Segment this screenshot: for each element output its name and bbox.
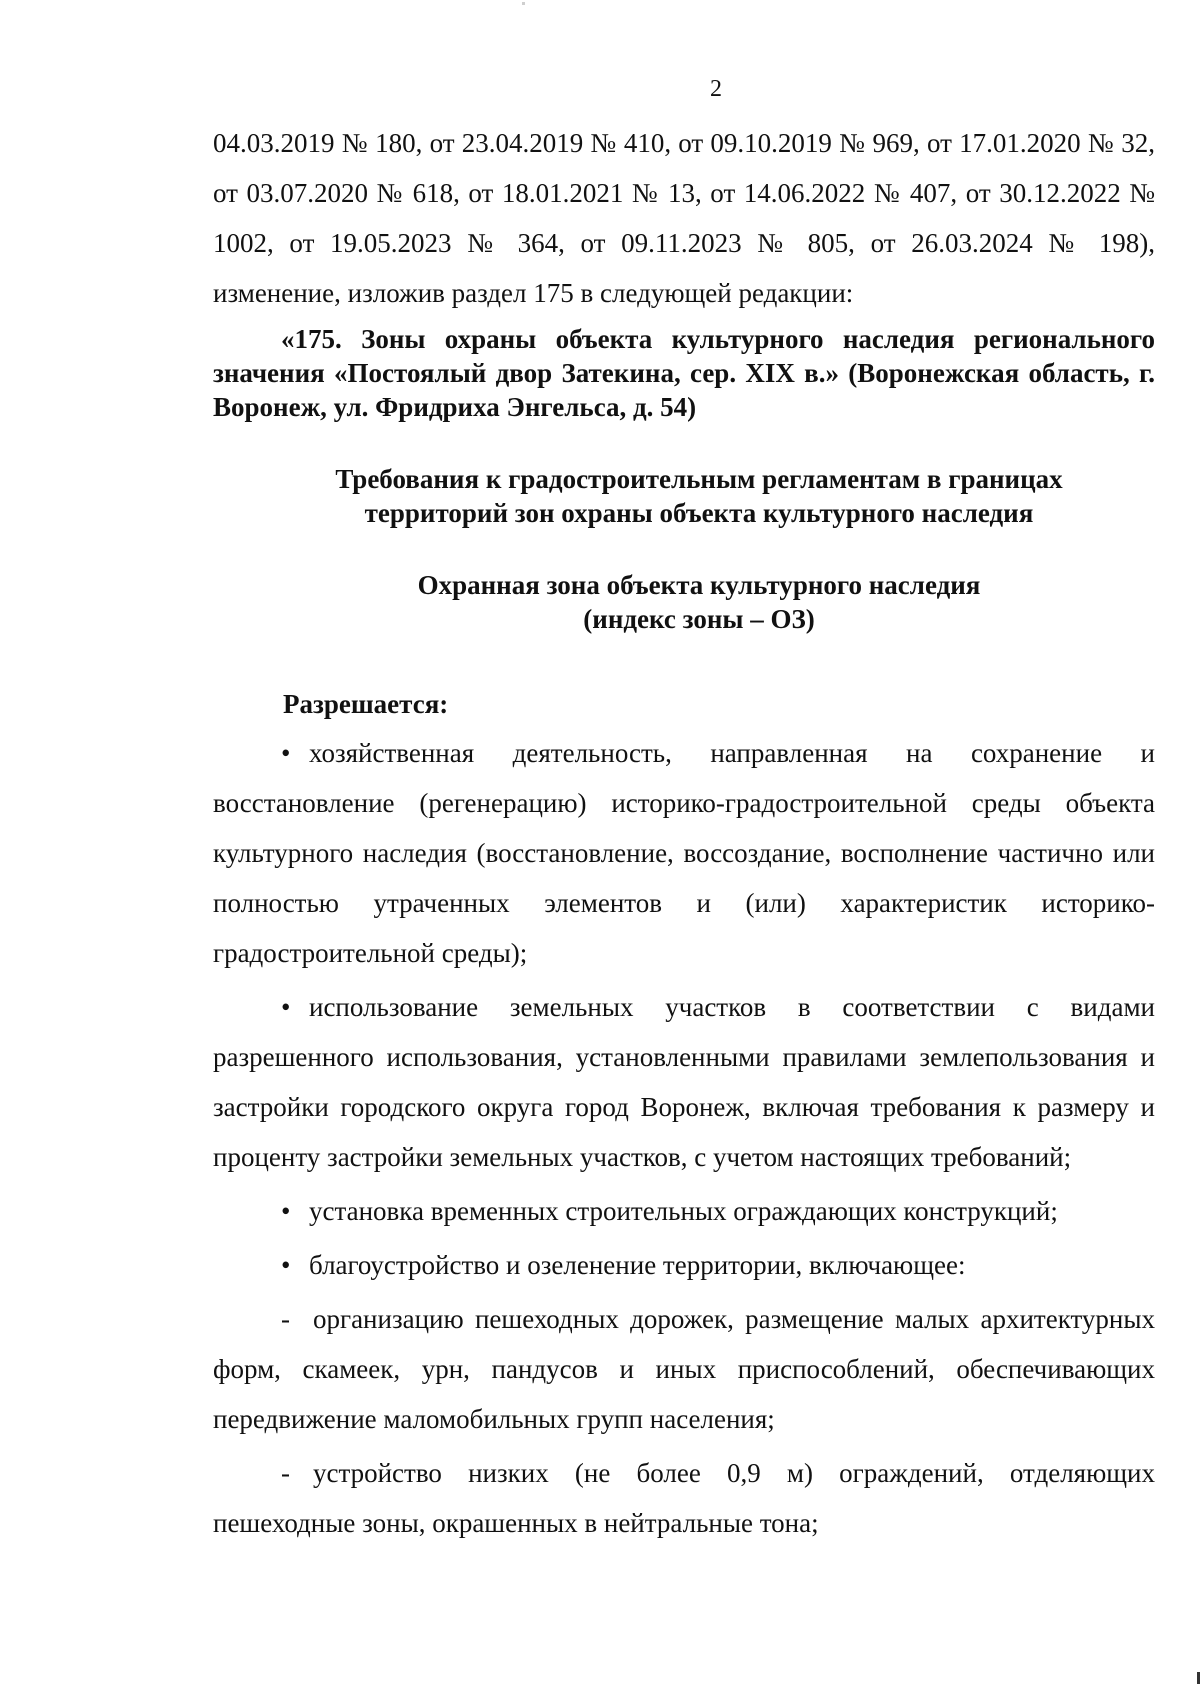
- bullet-icon: •: [281, 1250, 291, 1280]
- bullet-item: [213, 1186, 1155, 1236]
- dash-text: устройство низких (не более 0,9 м) ограждений, отделяющих пешеходные зоны, окрашенных в нейтральные тона;: [213, 1458, 1155, 1538]
- dash-icon: -: [281, 1304, 290, 1334]
- requirements-heading-line-2: территорий зон охраны объекта культурного наследия: [364, 498, 1034, 528]
- dash-text: организацию пешеходных дорожек, размещение малых архитектурных форм, скамеек, урн, пандусов и иных приспособлений, обеспечивающих передвижение маломобильных групп населения;: [213, 1304, 1155, 1434]
- bullet-text: благоустройство и озеленение территории, включающее:: [309, 1250, 966, 1280]
- bullet-text: использование земельных участков в соответствии с видами разрешенного использования, установленными правилами землепользования и застройки городского округа город Воронеж, включая требования к размеру и проценту застройки земельных участков, с учетом настоящих требований;: [213, 992, 1155, 1172]
- bullet-icon: •: [281, 992, 291, 1022]
- dash-item: [213, 1294, 1155, 1444]
- zone-heading-line-1: Охранная зона объекта культурного наследия: [417, 570, 981, 600]
- document-body: [213, 118, 1155, 1548]
- zone-heading: [213, 568, 1155, 636]
- section-title: «175. Зоны охраны объекта культурного наследия регионального значения «Постоялый двор Затекина, сер. XIX в.» (Воронежская область, г. Воронеж, ул. Фридриха Энгельса, д. 54): [213, 324, 1155, 422]
- bullet-icon: •: [281, 738, 291, 768]
- bullet-text: хозяйственная деятельность, направленная на сохранение и восстановление (регенерацию) историко-градостроительной среды объекта культурного наследия (восстановление, воссоздание, восполнение частично или полностью утраченных элементов и (или) характеристик историко-градостроительной среды);: [213, 738, 1155, 968]
- bullet-text: установка временных строительных ограждающих конструкций;: [309, 1196, 1058, 1226]
- bullet-item: [213, 982, 1155, 1182]
- scan-artifact: [522, 2, 525, 5]
- page-number: 2: [710, 76, 722, 102]
- requirements-heading-line-1: Требования к градостроительным регламентам в границах: [335, 464, 1063, 494]
- requirements-heading: [213, 462, 1155, 530]
- zone-heading-line-2: (индекс зоны – ОЗ): [583, 604, 815, 634]
- bullet-item: [213, 1240, 1155, 1290]
- intro-paragraph: 04.03.2019 № 180, от 23.04.2019 № 410, от 09.10.2019 № 969, от 17.01.2020 № 32, от 03.07.2020 № 618, от 18.01.2021 № 13, от 14.06.2022 № 407, от 30.12.2022 № 1002, от 19.05.2023 № 364, от 09.11.2023 № 805, от 26.03.2024 № 198), изменение, изложив раздел 175 в следующей редакции:: [213, 128, 1155, 308]
- dash-item: [213, 1448, 1155, 1548]
- allowed-label: Разрешается:: [283, 689, 449, 719]
- dash-icon: -: [281, 1458, 290, 1488]
- bullet-item: [213, 728, 1155, 978]
- bullet-icon: •: [281, 1196, 291, 1226]
